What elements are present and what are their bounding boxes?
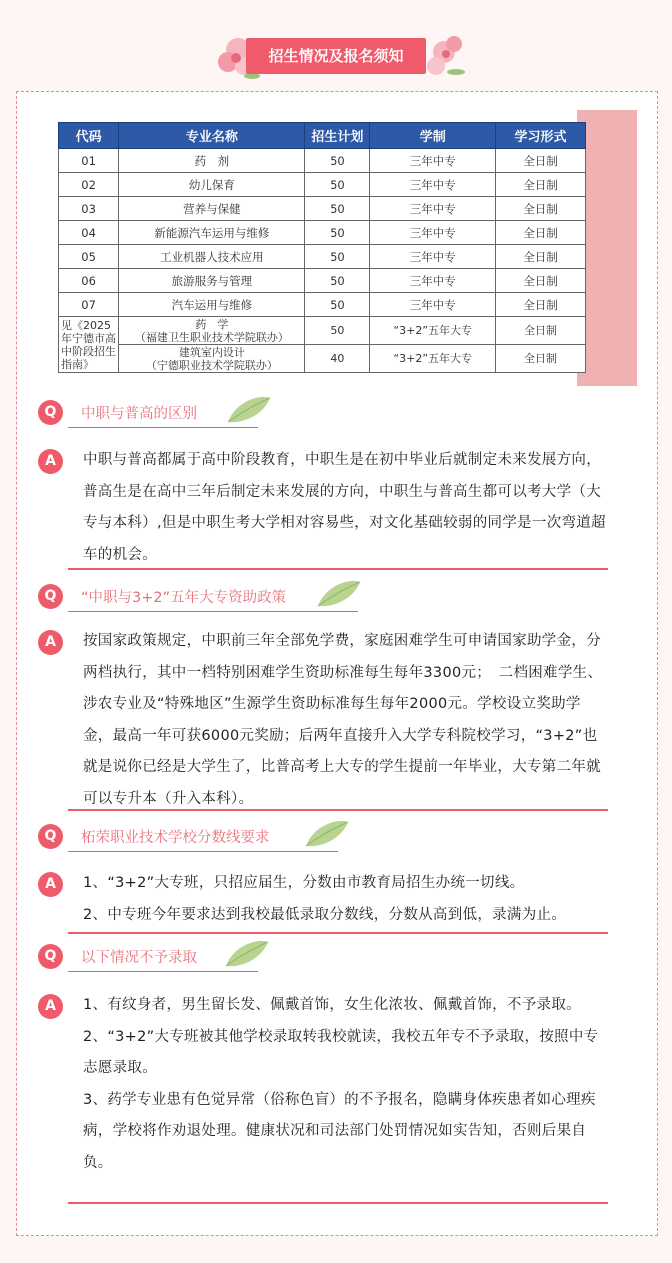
cell-form: 全日制 <box>496 173 586 197</box>
flower-right-icon <box>420 30 468 82</box>
question-row <box>38 580 608 610</box>
answer-paragraph: 2、中专班今年要求达到我校最低录取分数线，分数从高到低，录满为止。 <box>83 906 567 923</box>
a-badge: A <box>38 630 63 655</box>
q-badge: Q <box>38 400 63 425</box>
cell-plan: 50 <box>305 221 370 245</box>
cell-code: 07 <box>59 293 119 317</box>
major-name-line: 建筑室内设计 <box>178 345 245 359</box>
cell-form: 全日制 <box>496 245 586 269</box>
leaf-icon <box>226 394 272 426</box>
question-text: “中职与3+2”五年大专资助政策 <box>81 590 287 606</box>
q-badge: Q <box>38 824 63 849</box>
cell-code: 04 <box>59 221 119 245</box>
cell-system: “3+2”五年大专 <box>370 345 496 373</box>
cell-code: 03 <box>59 197 119 221</box>
answer-underline <box>68 1202 608 1204</box>
cell-system: 三年中专 <box>370 173 496 197</box>
leaf-icon <box>316 578 362 610</box>
major-name-line: 药 学 <box>195 317 229 331</box>
cell-code: 02 <box>59 173 119 197</box>
page-header <box>0 30 672 84</box>
cell-plan: 50 <box>305 269 370 293</box>
answer-paragraph: 2、“3+2”大专班被其他学校录取转我校就读，我校五年专不予录取，按照中专志愿录取。 <box>83 1028 599 1076</box>
question-text: 中职与普高的区别 <box>81 406 197 422</box>
cell-plan: 50 <box>305 197 370 221</box>
answer-underline <box>68 809 608 811</box>
cell-form: 全日制 <box>496 345 586 373</box>
cell-major-name <box>119 317 305 345</box>
answer-underline <box>68 932 608 934</box>
col-form: 学习形式 <box>496 123 586 149</box>
cell-system: 三年中专 <box>370 293 496 317</box>
majors-table <box>58 122 586 373</box>
question-underline <box>68 427 258 428</box>
cell-plan: 50 <box>305 245 370 269</box>
decorative-pink-block <box>577 110 637 386</box>
answer-block <box>38 868 608 931</box>
cell-plan: 50 <box>305 149 370 173</box>
answer-paragraph: 按国家政策规定，中职前三年全部免学费，家庭困难学生可申请国家助学金，分两档执行，其中一档特别困难学生资助标准每生每年3300元； 二档困难学生、涉农专业及“特殊地区”生源学生资助标准每生每年2000元。学校设立奖助学金，最高一年可获6000元奖励；后两年直接升入大学专科院校学习，“3+2”也就是说你已经是大学生了，比普高考上大专的学生提前一年毕业，大专第二年就可以专升本（升入本科）。 <box>83 633 603 807</box>
table-row <box>59 221 586 245</box>
cell-form: 全日制 <box>496 269 586 293</box>
table-row <box>59 173 586 197</box>
cell-system: 三年中专 <box>370 221 496 245</box>
cell-code-note: 见《2025年宁德市高中阶段招生指南》 <box>59 317 119 373</box>
col-code: 代码 <box>59 123 119 149</box>
cell-form: 全日制 <box>496 293 586 317</box>
cell-major-name: 汽车运用与维修 <box>119 293 305 317</box>
cell-plan: 50 <box>305 173 370 197</box>
col-system: 学制 <box>370 123 496 149</box>
cell-code: 06 <box>59 269 119 293</box>
q-badge: Q <box>38 584 63 609</box>
cell-code: 05 <box>59 245 119 269</box>
table-row <box>59 245 586 269</box>
table-row <box>59 317 586 345</box>
question-text: 柘荣职业技术学校分数线要求 <box>81 830 270 846</box>
cell-major-name: 营养与保健 <box>119 197 305 221</box>
cell-system: “3+2”五年大专 <box>370 317 496 345</box>
cell-major-name: 旅游服务与管理 <box>119 269 305 293</box>
a-badge: A <box>38 449 63 474</box>
table-row <box>59 293 586 317</box>
leaf-icon <box>224 938 270 970</box>
table-row <box>59 197 586 221</box>
answer-text <box>83 445 608 571</box>
cell-major-name: 新能源汽车运用与维修 <box>119 221 305 245</box>
question-underline <box>68 611 358 612</box>
header-title: 招生情况及报名须知 <box>246 38 426 74</box>
answer-paragraph: 3、药学专业患有色觉异常（俗称色盲）的不予报名，隐瞒身体疾患者如心理疾病，学校将作劝退处理。健康状况和司法部门处罚情况如实告知，否则后果自负。 <box>83 1091 596 1171</box>
cell-major-name: 幼儿保育 <box>119 173 305 197</box>
answer-text <box>83 868 608 931</box>
answer-paragraph: 1、有纹身者，男生留长发、佩戴首饰，女生化浓妆、佩戴首饰，不予录取。 <box>83 997 581 1013</box>
q-badge: Q <box>38 944 63 969</box>
cell-form: 全日制 <box>496 221 586 245</box>
answer-underline <box>68 568 608 570</box>
question-row <box>38 820 608 850</box>
question-row <box>38 940 608 970</box>
answer-text <box>83 990 608 1179</box>
cell-plan: 50 <box>305 317 370 345</box>
leaf-icon <box>304 818 350 850</box>
cell-system: 三年中专 <box>370 245 496 269</box>
cell-major-name: 工业机器人技术应用 <box>119 245 305 269</box>
cell-form: 全日制 <box>496 197 586 221</box>
cell-plan: 40 <box>305 345 370 373</box>
cell-form: 全日制 <box>496 317 586 345</box>
col-plan: 招生计划 <box>305 123 370 149</box>
cell-system: 三年中专 <box>370 149 496 173</box>
table-row <box>59 269 586 293</box>
question-underline <box>68 971 258 972</box>
cell-code: 01 <box>59 149 119 173</box>
question-underline <box>68 851 338 852</box>
answer-block <box>38 626 608 815</box>
major-partner-line: （福建卫生职业技术学院联办） <box>134 330 289 344</box>
cell-form: 全日制 <box>496 149 586 173</box>
cell-system: 三年中专 <box>370 269 496 293</box>
answer-paragraph: 中职与普高都属于高中阶段教育，中职生是在初中毕业后就制定未来发展方向，普高生是在高中三年后制定未来发展的方向，中职生与普高生都可以考大学（大专与本科）,但是中职生考大学相对容易些，对文化基础较弱的同学是一次弯道超车的机会。 <box>83 452 606 563</box>
answer-block <box>38 445 608 571</box>
question-text: 以下情况不予录取 <box>81 950 197 966</box>
table-header-row <box>59 123 586 149</box>
answer-paragraph: 1、“3+2”大专班，只招应届生，分数由市教育局招生办统一切线。 <box>83 875 525 891</box>
col-major-name: 专业名称 <box>119 123 305 149</box>
cell-plan: 50 <box>305 293 370 317</box>
cell-major-name <box>119 345 305 373</box>
table-row <box>59 149 586 173</box>
table-row <box>59 345 586 373</box>
cell-system: 三年中专 <box>370 197 496 221</box>
major-partner-line: （宁德职业技术学院联办） <box>145 358 278 372</box>
question-row <box>38 396 608 426</box>
a-badge: A <box>38 872 63 897</box>
cell-major-name: 药 剂 <box>119 149 305 173</box>
answer-block <box>38 990 608 1179</box>
a-badge: A <box>38 994 63 1019</box>
answer-text <box>83 626 608 815</box>
